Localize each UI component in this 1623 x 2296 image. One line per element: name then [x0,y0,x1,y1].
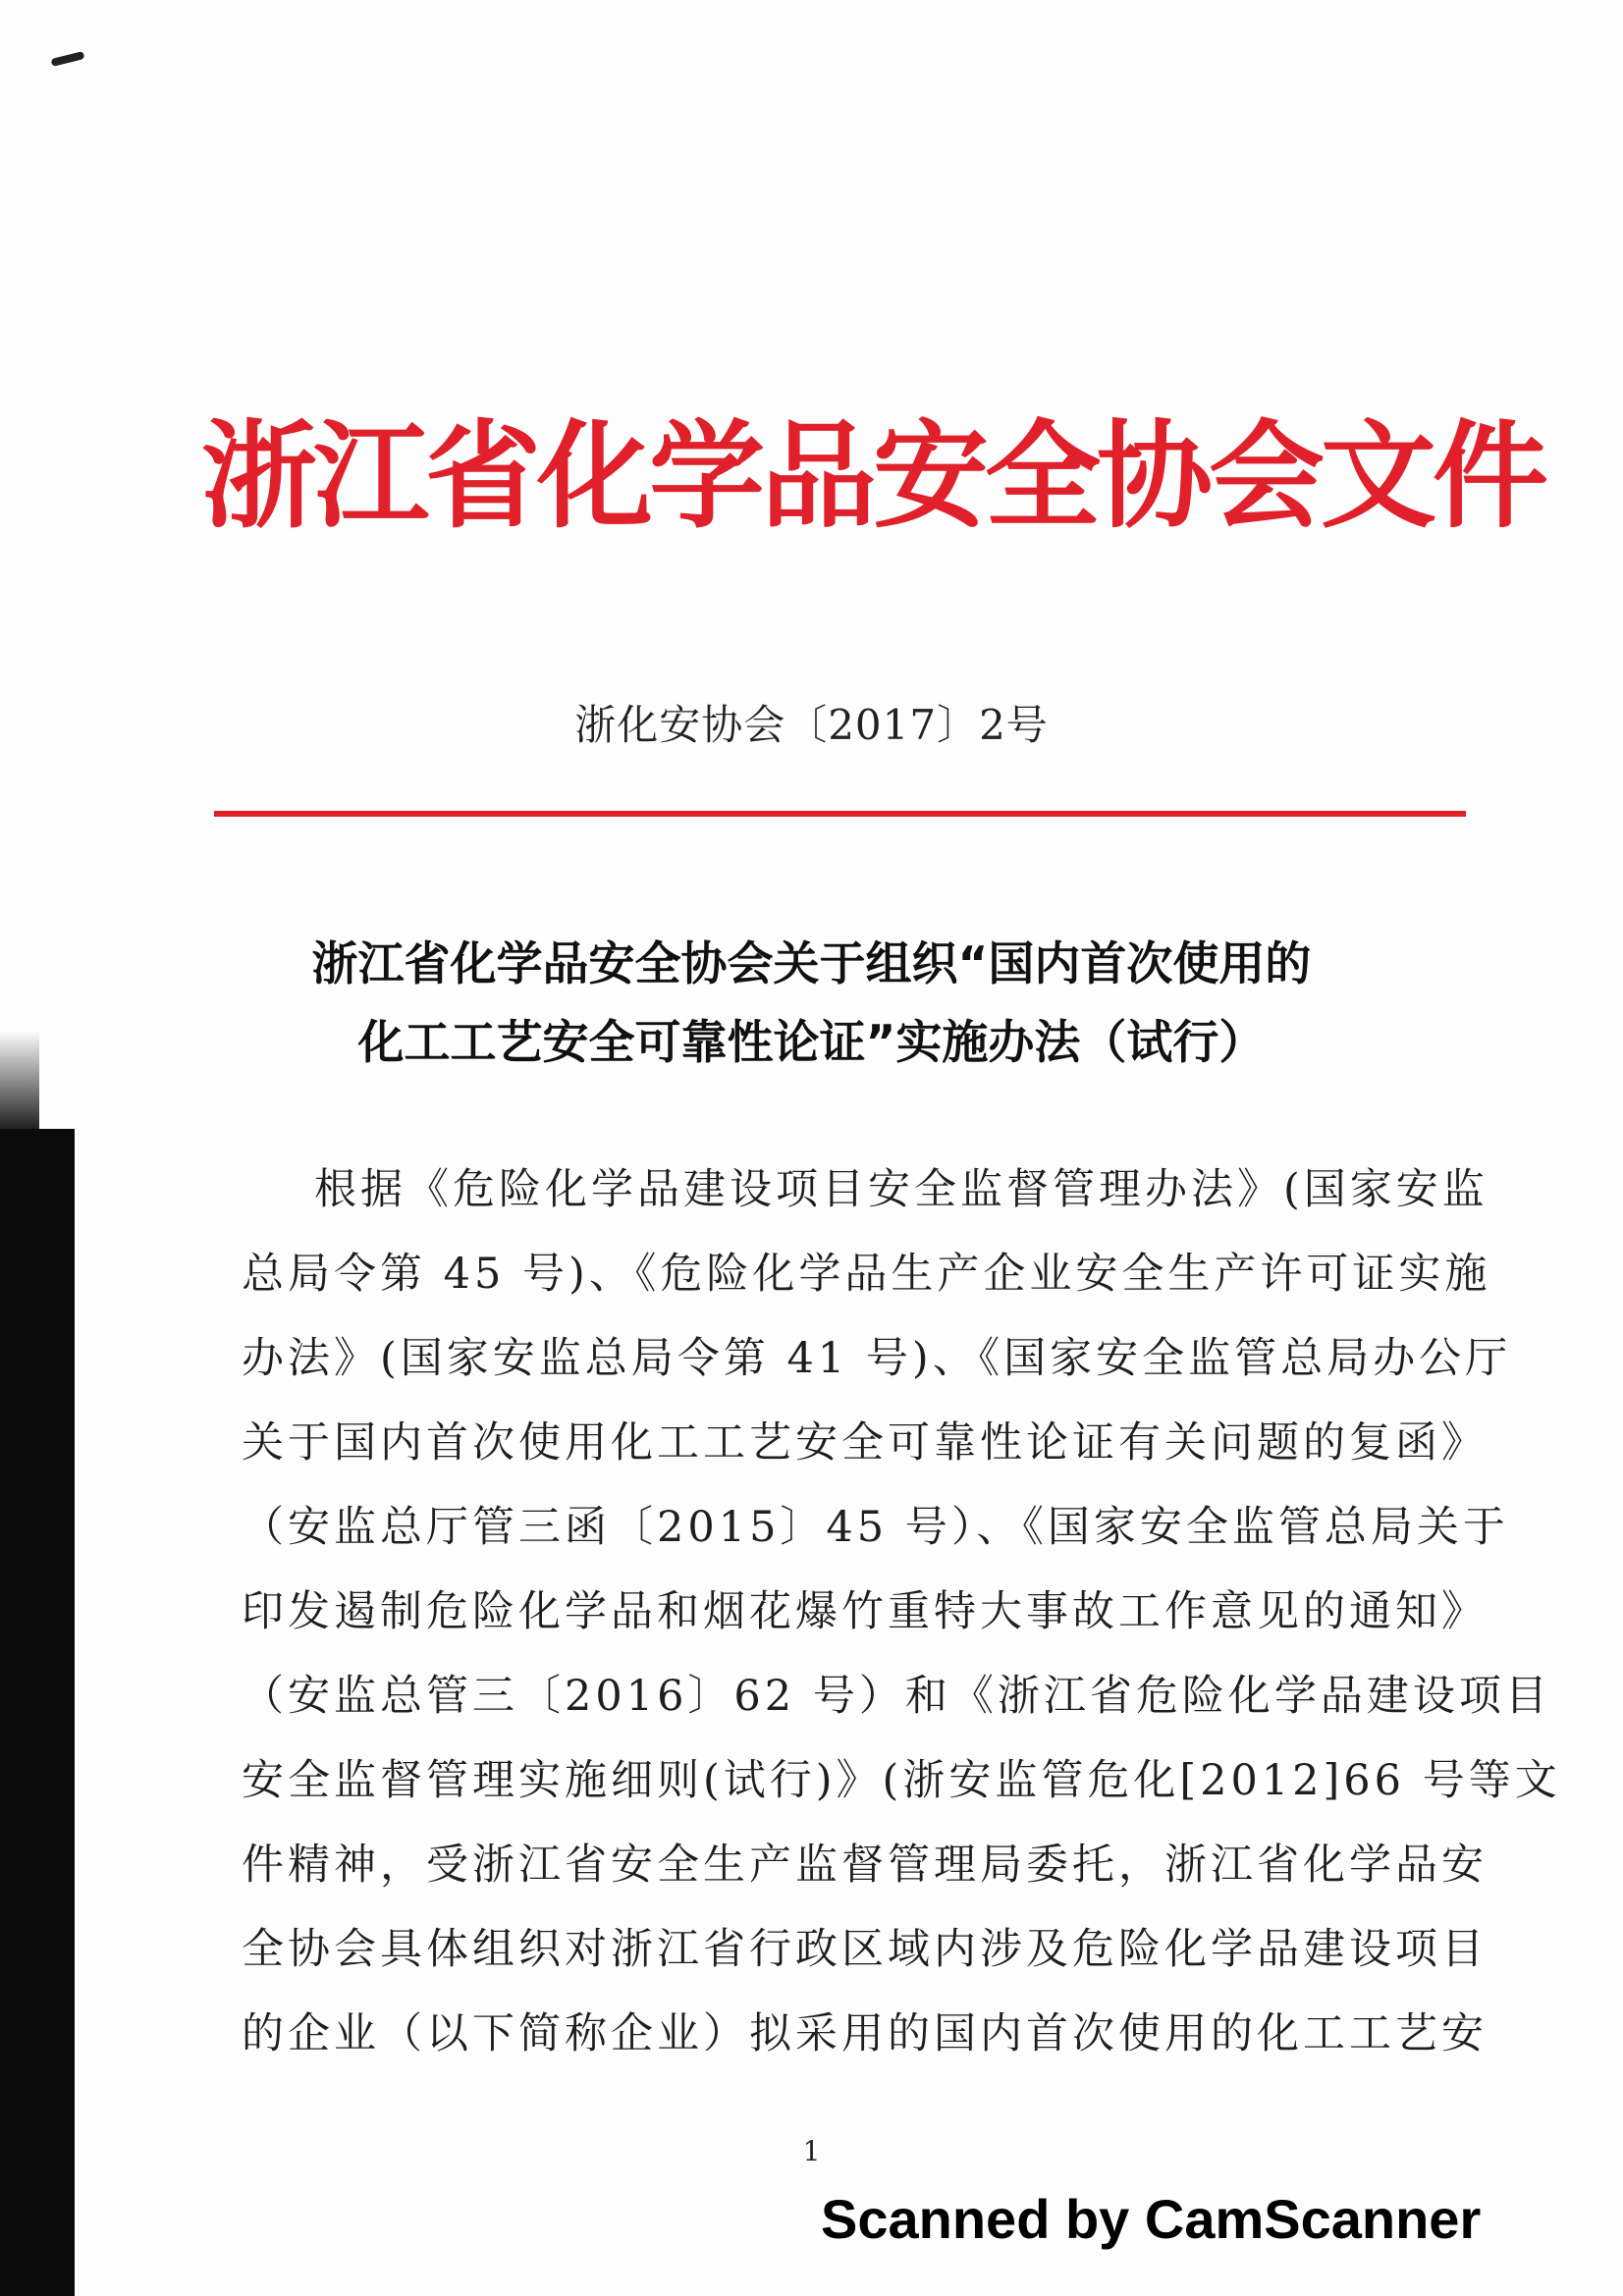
body-line: 办法》(国家安监总局令第 41 号)、《国家安全监管总局办公厅 [242,1334,1512,1383]
body-line: 的企业（以下简称企业）拟采用的国内首次使用的化工工艺安 [242,2009,1488,2058]
document-title-line-2: 化工工艺安全可靠性论证”实施办法（试行） [357,1016,1266,1070]
body-line: （安监总管三〔2016〕62 号）和《浙江省危险化学品建设项目 [242,1672,1551,1721]
body-line: 关于国内首次使用化工工艺安全可靠性论证有关问题的复函》 [242,1418,1488,1468]
body-line: 根据《危险化学品建设项目安全监督管理办法》(国家安监 [314,1165,1488,1214]
scanner-watermark: Scanned by CamScanner [821,2188,1482,2250]
body-line: （安监总厅管三函〔2015〕45 号）、《国家安全监管总局关于 [242,1503,1509,1552]
scan-mark [51,51,85,67]
body-line: 件精神，受浙江省安全生产监督管理局委托，浙江省化学品安 [242,1841,1488,1890]
document-number: 浙化安协会〔2017〕2号 [574,701,1049,749]
document-title-line-1: 浙江省化学品安全协会关于组织“国内首次使用的 [311,937,1312,991]
scan-edge-shadow [0,1129,75,2296]
masthead-title: 浙江省化学品安全协会文件 [201,407,1545,544]
body-line: 全协会具体组织对浙江省行政区域内涉及危险化学品建设项目 [242,1925,1488,1974]
page-number: 1 [802,2135,821,2167]
red-divider [214,811,1466,817]
body-line: 总局令第 45 号)、《危险化学品生产企业安全生产许可证实施 [242,1250,1491,1299]
body-line: 印发遏制危险化学品和烟花爆竹重特大事故工作意见的通知》 [242,1587,1488,1636]
body-line: 安全监督管理实施细则(试行)》(浙安监管危化[2012]66 号等文 [242,1756,1561,1805]
